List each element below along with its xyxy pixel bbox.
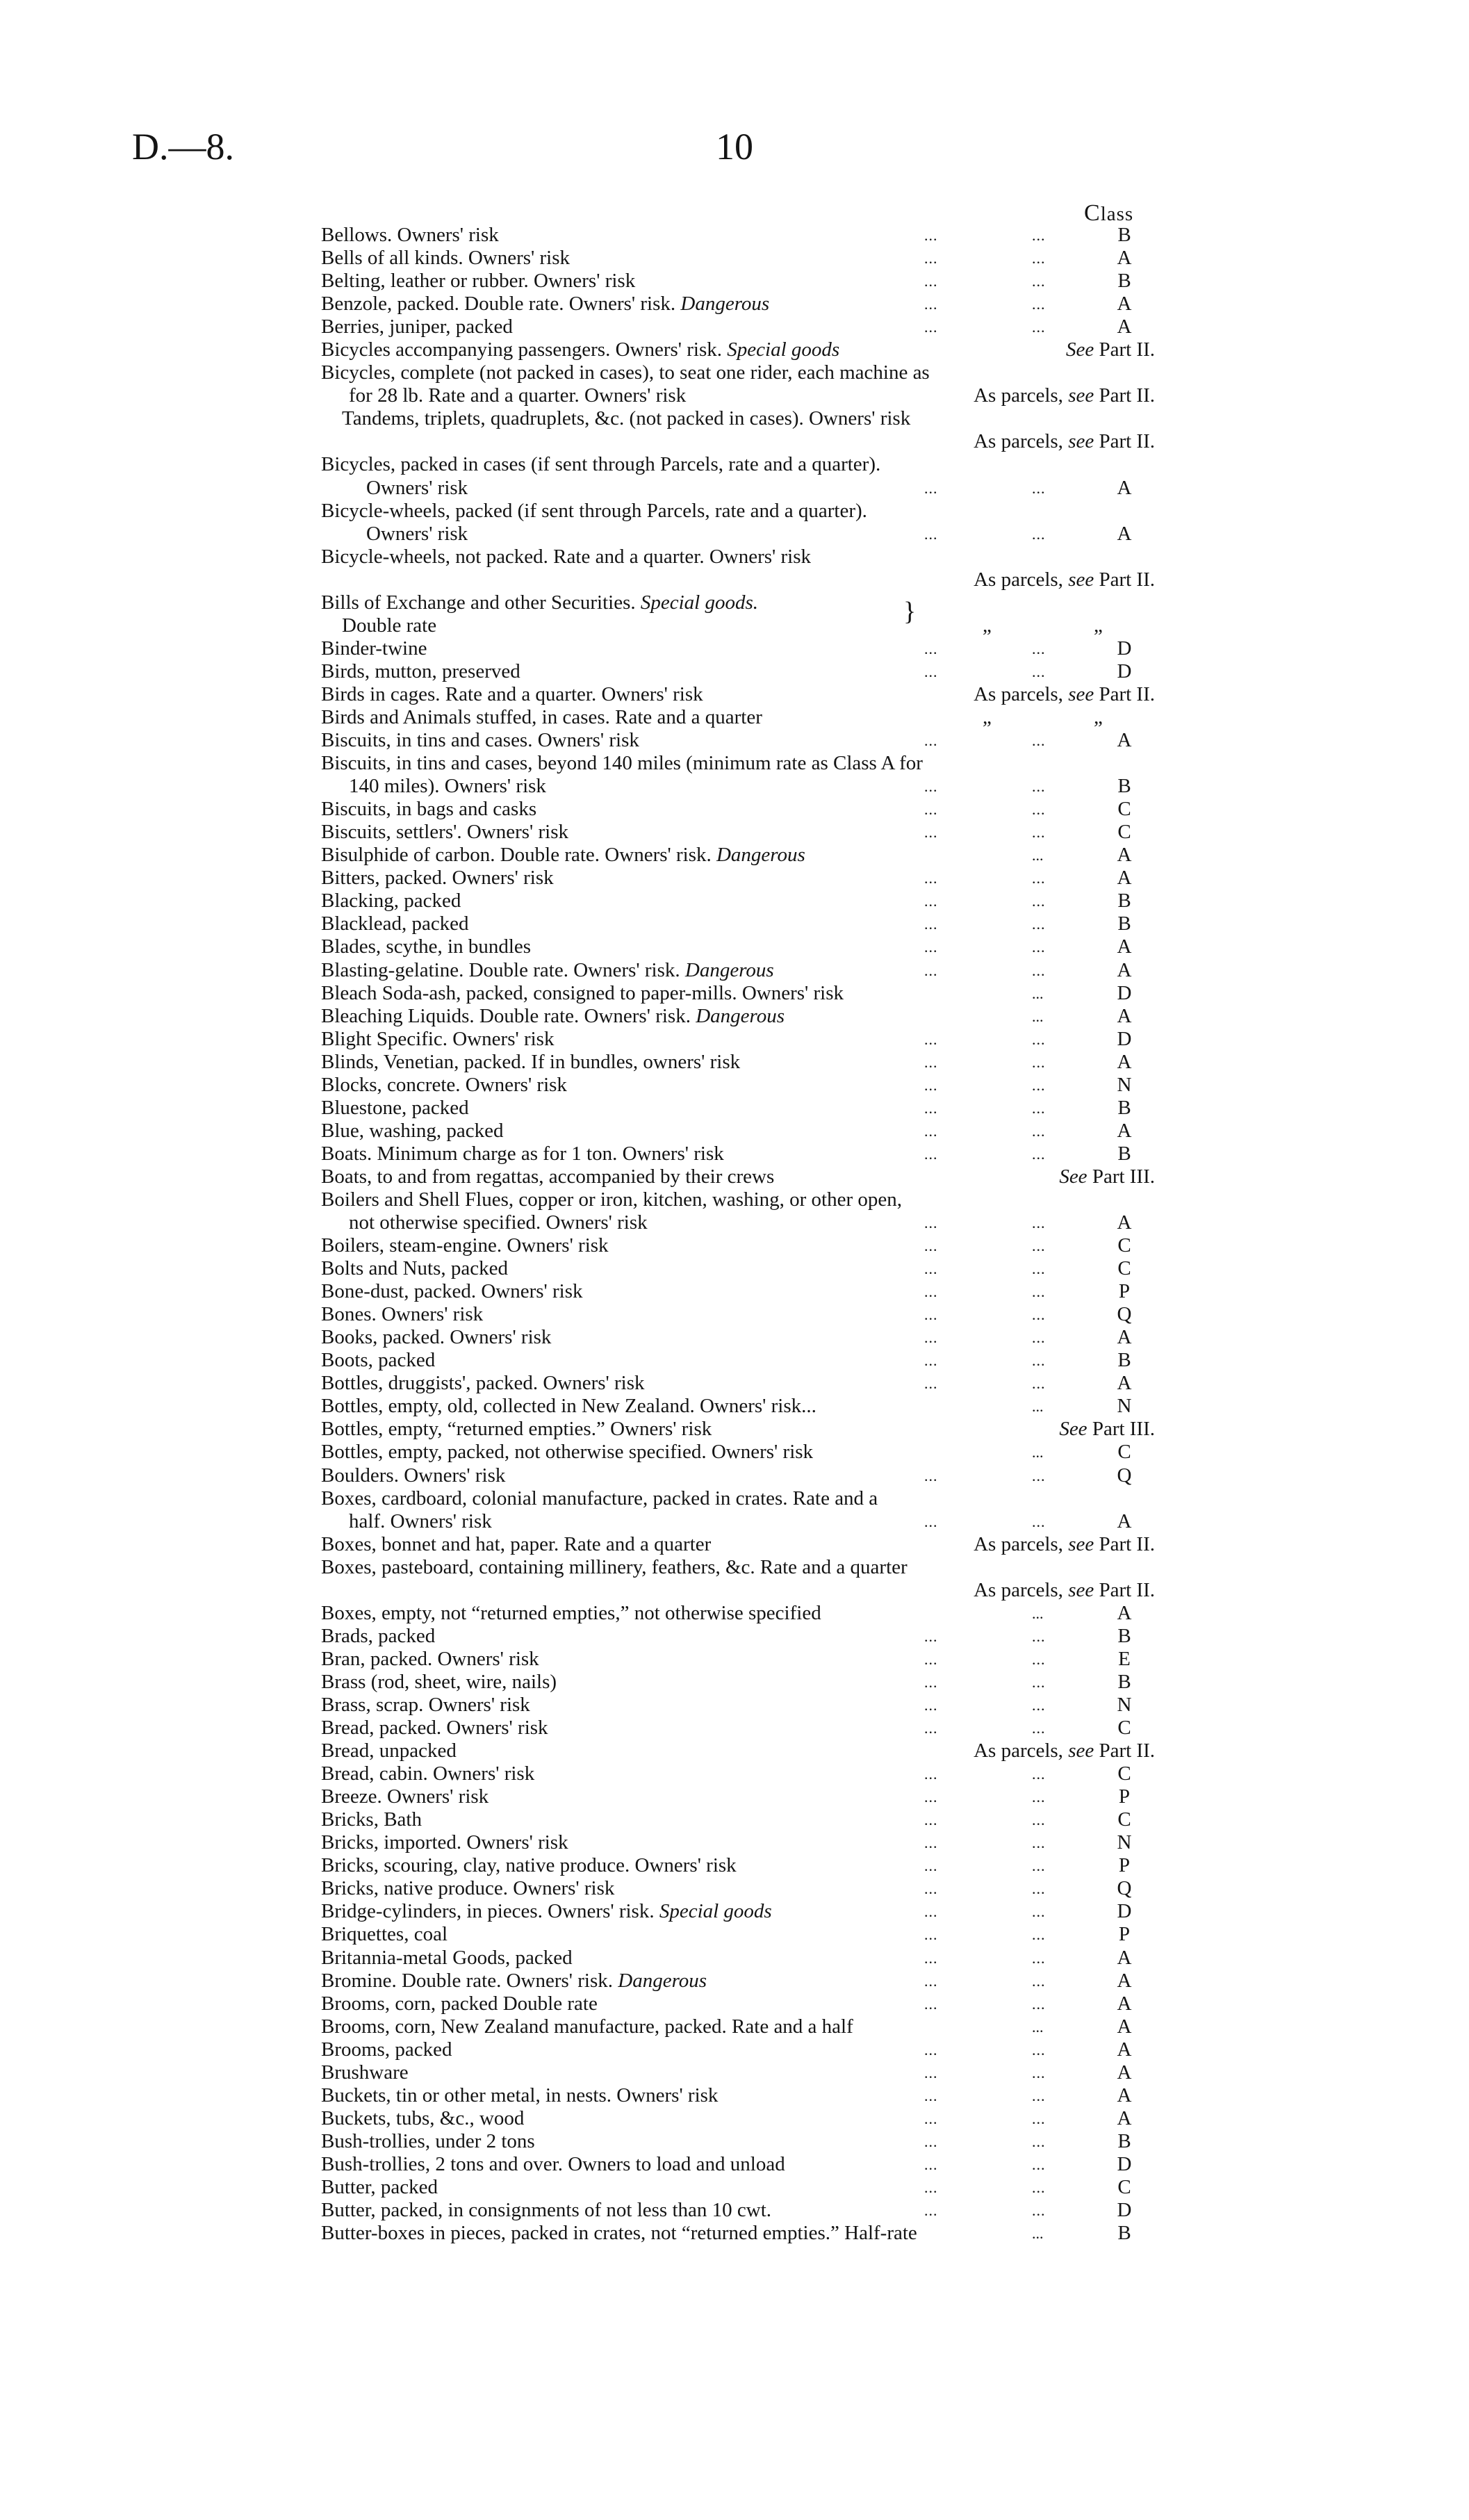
class-code: D bbox=[1117, 2152, 1132, 2175]
class-code: A bbox=[1117, 844, 1132, 867]
list-item: Bills of Exchange and other Securities. Special goods. } bbox=[321, 591, 1155, 614]
list-item: Boxes, bonnet and hat, paper. Rate and a quarter As parcels, see Part II. bbox=[321, 1532, 1155, 1555]
part-reference: As parcels, see Part II. bbox=[974, 568, 1155, 591]
list-item: Bluestone, packed B bbox=[321, 1097, 1155, 1120]
list-item: Bone-dust, packed. Owners' risk P bbox=[321, 1280, 1155, 1303]
class-code: C bbox=[1117, 798, 1131, 821]
list-item: Breeze. Owners' risk P bbox=[321, 1785, 1155, 1808]
ditto-mark: „ bbox=[983, 705, 992, 728]
part-reference: As parcels, see Part II. bbox=[974, 682, 1155, 705]
ditto-mark: „ bbox=[1094, 614, 1103, 637]
class-code: D bbox=[1117, 981, 1132, 1004]
class-code: B bbox=[1117, 1670, 1131, 1693]
list-item: Bran, packed. Owners' risk E bbox=[321, 1648, 1155, 1671]
part-reference: See Part II. bbox=[1065, 338, 1155, 361]
class-code: A bbox=[1117, 2106, 1132, 2129]
document-reference: D.—8. bbox=[132, 126, 234, 167]
list-item bbox=[321, 2245, 1155, 2268]
list-item: Books, packed. Owners' risk A bbox=[321, 1326, 1155, 1349]
list-item: Blacklead, packed B bbox=[321, 913, 1155, 935]
list-item: Boats. Minimum charge as for 1 ton. Owners' risk B bbox=[321, 1143, 1155, 1165]
class-code: A bbox=[1117, 958, 1132, 981]
class-code: A bbox=[1117, 1326, 1132, 1349]
class-code: A bbox=[1117, 1969, 1132, 1992]
class-code: C bbox=[1117, 1808, 1131, 1831]
list-item: Binder-twine D bbox=[321, 637, 1155, 660]
class-code: A bbox=[1117, 2015, 1132, 2038]
list-item: Bricks, imported. Owners' risk N bbox=[321, 1831, 1155, 1854]
class-code: N bbox=[1117, 1831, 1132, 1854]
list-item: Brooms, corn, packed Double rate A bbox=[321, 1993, 1155, 2015]
class-code: A bbox=[1117, 476, 1132, 499]
class-code: Q bbox=[1117, 1303, 1132, 1326]
list-item: Bricks, scouring, clay, native produce. Owners' risk P bbox=[321, 1854, 1155, 1877]
class-code: A bbox=[1117, 1509, 1132, 1532]
list-item: Britannia-metal Goods, packed A bbox=[321, 1947, 1155, 1970]
list-item: Boulders. Owners' risk Q bbox=[321, 1464, 1155, 1487]
class-code: A bbox=[1117, 867, 1132, 890]
list-item: Bread, packed. Owners' risk C bbox=[321, 1717, 1155, 1740]
class-code: A bbox=[1117, 1372, 1132, 1395]
list-item bbox=[321, 1579, 1155, 1602]
class-code: C bbox=[1117, 1257, 1131, 1280]
list-item: half. Owners' risk A bbox=[321, 1510, 1155, 1533]
list-item: Bisulphide of carbon. Double rate. Owners' risk. Dangerous ... A bbox=[321, 844, 1155, 867]
class-code: A bbox=[1117, 1946, 1132, 1969]
class-code: B bbox=[1117, 1349, 1131, 1372]
list-item: Tandems, triplets, quadruplets, &c. (not packed in cases). Owners' risk bbox=[342, 407, 911, 430]
class-code: P bbox=[1118, 1854, 1131, 1877]
brace-glyph: } bbox=[903, 596, 917, 626]
list-item: Bicycle-wheels, packed (if sent through Parcels, rate and a quarter). bbox=[321, 499, 867, 522]
class-code: B bbox=[1117, 1096, 1131, 1119]
class-code: B bbox=[1117, 1142, 1131, 1165]
class-code: A bbox=[1117, 1992, 1132, 2015]
list-item: Blue, washing, packed A bbox=[321, 1120, 1155, 1143]
class-code: B bbox=[1117, 2129, 1131, 2152]
class-code: C bbox=[1117, 1762, 1131, 1785]
class-code: D bbox=[1117, 1900, 1132, 1923]
list-item: Boxes, pasteboard, containing millinery, feathers, &c. Rate and a quarter bbox=[321, 1555, 908, 1578]
part-reference: See Part III. bbox=[1059, 1165, 1155, 1188]
class-code: A bbox=[1117, 1050, 1132, 1073]
class-code: D bbox=[1117, 637, 1132, 660]
list-item: Berries, juniper, packed A bbox=[321, 316, 1155, 338]
part-reference: As parcels, see Part II. bbox=[974, 384, 1155, 407]
list-item: Belting, leather or rubber. Owners' risk B bbox=[321, 270, 1155, 293]
list-item: Brooms, packed A bbox=[321, 2038, 1155, 2061]
list-item: Bleach Soda-ash, packed, consigned to paper-mills. Owners' risk ... D bbox=[321, 982, 1155, 1005]
class-code: C bbox=[1117, 1234, 1131, 1257]
part-reference: As parcels, see Part II. bbox=[974, 1532, 1155, 1555]
list-item: Blades, scythe, in bundles A bbox=[321, 935, 1155, 958]
list-item: Bicycles, packed in cases (if sent through Parcels, rate and a quarter). bbox=[321, 453, 881, 476]
class-code: A bbox=[1117, 1004, 1132, 1027]
list-item: Boilers and Shell Flues, copper or iron, kitchen, washing, or other open, bbox=[321, 1188, 903, 1211]
list-item: Bellows. Owners' risk B bbox=[321, 224, 1155, 247]
part-reference: As parcels, see Part II. bbox=[974, 1740, 1155, 1762]
list-item: Bicycles accompanying passengers. Owners' risk. Special goods See Part II. bbox=[321, 338, 1155, 361]
list-item: Bottles, empty, packed, not otherwise specified. Owners' risk ... C bbox=[321, 1441, 1155, 1464]
class-code: A bbox=[1117, 729, 1132, 752]
list-item: Bicycles, complete (not packed in cases), to seat one rider, each machine as bbox=[321, 361, 930, 384]
class-code: A bbox=[1117, 293, 1132, 316]
class-code: A bbox=[1117, 1119, 1132, 1142]
list-item: Blinds, Venetian, packed. If in bundles, owners' risk A bbox=[321, 1051, 1155, 1074]
list-item: Brooms, corn, New Zealand manufacture, packed. Rate and a half ... A bbox=[321, 2015, 1155, 2038]
list-item: Boxes, empty, not “returned empties,” not otherwise specified ... A bbox=[321, 1602, 1155, 1625]
list-item: Buckets, tin or other metal, in nests. Owners' risk A bbox=[321, 2084, 1155, 2107]
list-item: Bromine. Double rate. Owners' risk. Dangerous A bbox=[321, 1970, 1155, 1993]
class-code: P bbox=[1118, 1785, 1131, 1808]
list-item: Biscuits, settlers'. Owners' risk C bbox=[321, 821, 1155, 844]
class-code: N bbox=[1117, 1395, 1132, 1418]
list-item: Biscuits, in tins and cases, beyond 140 miles (minimum rate as Class A for bbox=[321, 752, 923, 775]
class-code: A bbox=[1117, 2061, 1132, 2084]
class-code: P bbox=[1118, 1280, 1131, 1303]
class-column-heading: Class bbox=[1084, 200, 1134, 226]
list-item: 140 miles). Owners' risk B bbox=[321, 775, 1155, 798]
rates-list bbox=[321, 224, 1155, 2268]
list-item: Birds and Animals stuffed, in cases. Rate and a quarter „ „ bbox=[321, 705, 1103, 728]
class-code: A bbox=[1117, 935, 1132, 958]
part-reference: As parcels, see Part II. bbox=[974, 430, 1155, 453]
class-code: A bbox=[1117, 316, 1132, 338]
list-item: Briquettes, coal P bbox=[321, 1923, 1155, 1946]
list-item: Brass (rod, sheet, wire, nails) B bbox=[321, 1671, 1155, 1694]
class-code: B bbox=[1117, 270, 1131, 293]
list-item: Bush-trollies, 2 tons and over. Owners to load and unload D bbox=[321, 2153, 1155, 2176]
class-code: D bbox=[1117, 1027, 1132, 1050]
class-code: C bbox=[1117, 1717, 1131, 1740]
list-item: Bicycle-wheels, not packed. Rate and a quarter. Owners' risk bbox=[321, 545, 812, 568]
class-code: Q bbox=[1117, 1877, 1132, 1900]
list-item: Blocks, concrete. Owners' risk N bbox=[321, 1074, 1155, 1097]
class-code: P bbox=[1118, 1923, 1131, 1946]
class-code: N bbox=[1117, 1073, 1132, 1096]
list-item: Biscuits, in bags and casks C bbox=[321, 798, 1155, 821]
list-item: Bolts and Nuts, packed C bbox=[321, 1257, 1155, 1280]
class-code: A bbox=[1117, 1601, 1132, 1624]
list-item: Bones. Owners' risk Q bbox=[321, 1303, 1155, 1326]
class-code: C bbox=[1117, 2175, 1131, 2198]
class-code: N bbox=[1117, 1694, 1132, 1716]
ditto-mark: „ bbox=[983, 614, 992, 637]
class-code: C bbox=[1117, 1441, 1131, 1464]
list-item bbox=[321, 568, 1155, 591]
list-item: Blasting-gelatine. Double rate. Owners' risk. Dangerous A bbox=[321, 959, 1155, 982]
list-item: Buckets, tubs, &c., wood A bbox=[321, 2107, 1155, 2130]
class-code: A bbox=[1117, 522, 1132, 545]
part-reference: See Part III. bbox=[1059, 1418, 1155, 1441]
list-item: Blacking, packed B bbox=[321, 890, 1155, 913]
class-code: B bbox=[1117, 2222, 1131, 2245]
list-item: Bottles, druggists', packed. Owners' risk A bbox=[321, 1372, 1155, 1395]
list-item: Owners' risk A bbox=[321, 523, 1155, 546]
list-item: Bread, cabin. Owners' risk C bbox=[321, 1762, 1155, 1785]
list-item bbox=[321, 430, 1155, 453]
list-item: Birds in cages. Rate and a quarter. Owners' risk As parcels, see Part II. bbox=[321, 682, 1155, 705]
list-item: Bottles, empty, old, collected in New Zealand. Owners' risk... ... N bbox=[321, 1395, 1155, 1418]
list-item: Bricks, native produce. Owners' risk Q bbox=[321, 1877, 1155, 1900]
list-item: for 28 lb. Rate and a quarter. Owners' risk As parcels, see Part II. bbox=[349, 384, 1155, 407]
class-code: D bbox=[1117, 660, 1132, 682]
class-code: A bbox=[1117, 247, 1132, 270]
list-item: Bells of all kinds. Owners' risk A bbox=[321, 247, 1155, 270]
list-item: Boats, to and from regattas, accompanied by their crews See Part III. bbox=[321, 1165, 1155, 1188]
ditto-mark: „ bbox=[1094, 705, 1103, 728]
class-code: B bbox=[1117, 913, 1131, 935]
part-reference: As parcels, see Part II. bbox=[974, 1578, 1155, 1601]
class-code: A bbox=[1117, 1211, 1132, 1234]
class-code: B bbox=[1117, 224, 1131, 246]
page-number: 10 bbox=[716, 126, 753, 167]
list-item: Butter, packed C bbox=[321, 2176, 1155, 2199]
list-item: Bricks, Bath C bbox=[321, 1808, 1155, 1831]
class-code: E bbox=[1118, 1647, 1131, 1670]
class-code: B bbox=[1117, 1624, 1131, 1647]
class-code: A bbox=[1117, 2038, 1132, 2061]
class-code: A bbox=[1117, 2084, 1132, 2106]
list-item: Birds, mutton, preserved D bbox=[321, 660, 1155, 683]
list-item: Brushware A bbox=[321, 2061, 1155, 2084]
class-code: C bbox=[1117, 821, 1131, 844]
list-item: Benzole, packed. Double rate. Owners' risk. Dangerous A bbox=[321, 293, 1155, 316]
class-code: B bbox=[1117, 890, 1131, 913]
list-item: Blight Specific. Owners' risk D bbox=[321, 1028, 1155, 1051]
list-item: Bridge-cylinders, in pieces. Owners' risk. Special goods D bbox=[321, 1900, 1155, 1923]
class-code: Q bbox=[1117, 1464, 1132, 1487]
list-item: not otherwise specified. Owners' risk A bbox=[321, 1211, 1155, 1234]
class-code: B bbox=[1117, 775, 1131, 798]
list-item: Bread, unpacked As parcels, see Part II. bbox=[321, 1740, 1155, 1762]
list-item: Bottles, empty, “returned empties.” Owners' risk See Part III. bbox=[321, 1418, 1155, 1441]
list-item: Owners' risk A bbox=[321, 477, 1155, 500]
list-item: Bleaching Liquids. Double rate. Owners' risk. Dangerous ... A bbox=[321, 1005, 1155, 1028]
list-item: Bitters, packed. Owners' risk A bbox=[321, 867, 1155, 890]
list-item: Boilers, steam-engine. Owners' risk C bbox=[321, 1234, 1155, 1257]
list-item: Brads, packed B bbox=[321, 1625, 1155, 1648]
list-item: Boxes, cardboard, colonial manufacture, packed in crates. Rate and a bbox=[321, 1487, 878, 1509]
class-code: D bbox=[1117, 2199, 1132, 2222]
list-item: Boots, packed B bbox=[321, 1349, 1155, 1372]
list-item: Butter-boxes in pieces, packed in crates, not “returned empties.” Half-rate ... B bbox=[321, 2222, 1155, 2245]
list-item: Double rate „ „ bbox=[342, 614, 1103, 637]
list-item: Biscuits, in tins and cases. Owners' risk A bbox=[321, 729, 1155, 752]
list-item: Butter, packed, in consignments of not less than 10 cwt. D bbox=[321, 2199, 1155, 2222]
list-item: Brass, scrap. Owners' risk N bbox=[321, 1694, 1155, 1717]
list-item: Bush-trollies, under 2 tons B bbox=[321, 2130, 1155, 2153]
